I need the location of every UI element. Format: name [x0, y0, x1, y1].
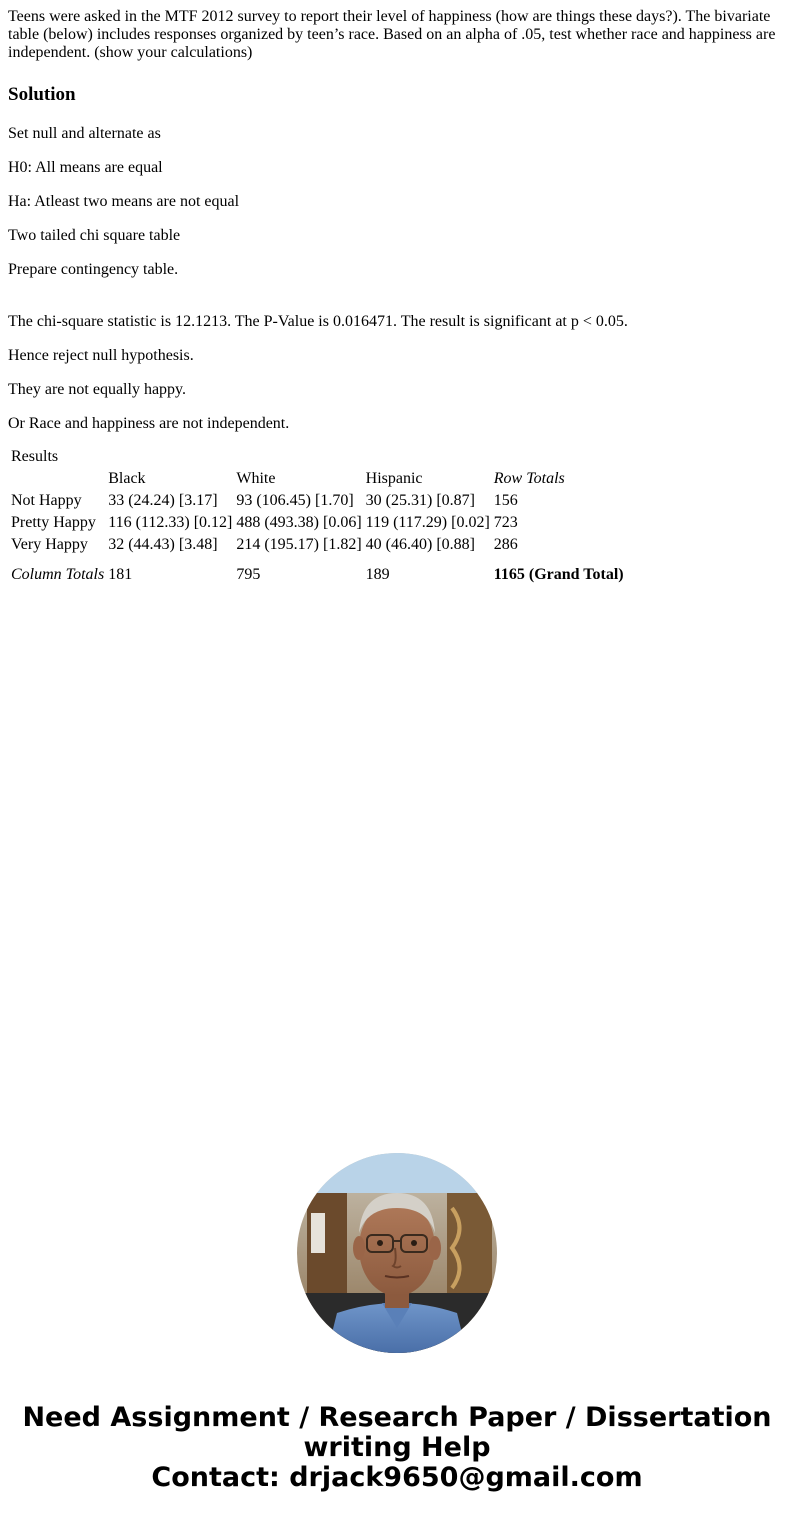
column-header: White	[236, 470, 276, 487]
document-body	[8, 8, 786, 433]
solution-line: H0: All means are equal	[8, 159, 163, 176]
banner-line: writing Help	[303, 1432, 491, 1463]
row-label: Not Happy	[11, 492, 82, 509]
solution-line: The chi-square statistic is 12.1213. The P-Value is 0.016471. The result is significant at p < 0.05.	[8, 313, 628, 330]
table-cell: 156	[493, 492, 518, 509]
solution-line: They are not equally happy.	[8, 381, 187, 398]
table-totals-row	[10, 557, 625, 585]
avatar	[297, 1153, 497, 1353]
results-table	[8, 445, 627, 587]
column-header: Black	[108, 470, 146, 487]
table-header-row	[10, 469, 625, 489]
solution-heading: Solution	[8, 84, 76, 105]
solution-line: Hence reject null hypothesis.	[8, 347, 194, 364]
question-text: Teens were asked in the MTF 2012 survey to report their level of happiness (how are things these days?). The bivariate table (below) includes responses organized by teen’s race. Based on an alpha of .05, test whether race and happiness are independent. (show your calculations)	[8, 8, 776, 61]
table-title-row	[10, 447, 625, 467]
solution-line: Set null and alternate as	[8, 125, 161, 142]
table-cell: 119 (117.29) [0.02]	[365, 514, 490, 531]
table-cell: 30 (25.31) [0.87]	[365, 492, 475, 509]
table-cell: 488 (493.38) [0.06]	[236, 514, 362, 531]
column-header: Hispanic	[365, 470, 423, 487]
table-cell: 32 (44.43) [3.48]	[108, 536, 218, 553]
table-row	[10, 535, 625, 555]
banner-line: Need Assignment / Research Paper / Dissertation	[22, 1402, 772, 1433]
contact-banner	[0, 1403, 794, 1493]
table-cell: 286	[493, 536, 518, 553]
solution-line: Prepare contingency table.	[8, 261, 179, 278]
table-cell: 795	[236, 566, 261, 583]
table-cell: 723	[493, 514, 518, 531]
solution-line: Or Race and happiness are not independent.	[8, 415, 290, 432]
grand-total-cell: 1165 (Grand Total)	[493, 566, 624, 583]
table-cell: 214 (195.17) [1.82]	[236, 536, 362, 553]
solution-line: Ha: Atleast two means are not equal	[8, 193, 240, 210]
table-cell: 181	[108, 566, 133, 583]
column-header: Row Totals	[493, 470, 565, 487]
solution-line: Two tailed chi square table	[8, 227, 181, 244]
table-row	[10, 513, 625, 533]
table-cell: 116 (112.33) [0.12]	[108, 514, 233, 531]
row-label: Pretty Happy	[11, 514, 96, 531]
table-cell: 189	[365, 566, 390, 583]
banner-contact-line: Contact: drjack9650@gmail.com	[151, 1462, 643, 1493]
row-label: Very Happy	[11, 536, 88, 553]
table-title: Results	[11, 448, 59, 465]
avatar-photo-illustration	[297, 1153, 497, 1353]
table-cell: 33 (24.24) [3.17]	[108, 492, 218, 509]
totals-label: Column Totals	[11, 566, 105, 583]
table-cell: 40 (46.40) [0.88]	[365, 536, 475, 553]
table-cell: 93 (106.45) [1.70]	[236, 492, 354, 509]
table-row	[10, 491, 625, 511]
